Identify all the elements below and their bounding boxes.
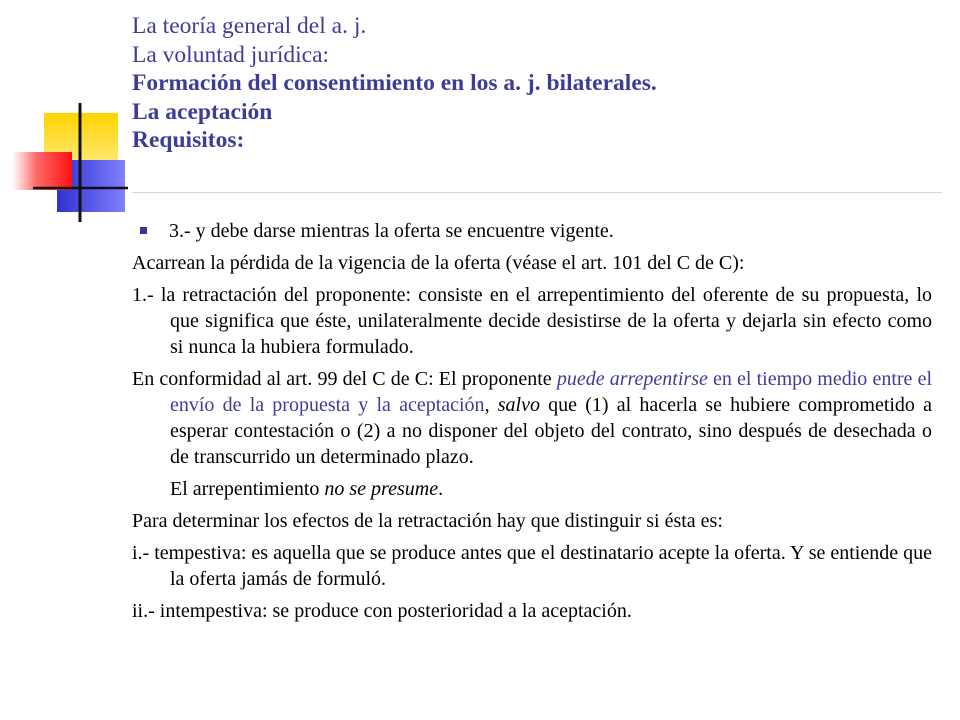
no-presume-text-b: no se presume — [324, 478, 439, 500]
slide-body — [132, 218, 932, 630]
slide-title — [132, 12, 932, 155]
no-presume-text-a: El arrepentimiento — [170, 478, 325, 500]
title-divider — [132, 192, 942, 193]
decorative-squares — [0, 0, 140, 230]
paragraph-tempestiva: i.- tempestiva: es aquella que se produce antes que el destinatario acepte la oferta. Y se entiende que la oferta jamás de formuló. — [132, 542, 932, 590]
paragraph-no-presume — [132, 476, 932, 502]
art-99-text-e: salvo — [497, 394, 540, 416]
art-99-text-b: puede arrepentirse — [556, 368, 708, 390]
red-square — [12, 152, 72, 190]
paragraph-vigencia: Acarrean la pérdida de la vigencia de la oferta (véase el art. 101 del C de C): — [132, 252, 745, 274]
art-99-text-d: , — [484, 394, 498, 416]
paragraph-art-99 — [132, 366, 932, 470]
bullet-text: 3.- y debe darse mientras la oferta se encuentre vigente. — [169, 220, 614, 242]
art-99-text-a: En conformidad al art. 99 del C de C: El proponente — [132, 368, 557, 390]
title-line-4: La aceptación — [132, 98, 273, 125]
art-99-text-f: que (1) al hacerla se hubiere comprometido a esperar contestación o (2) a no disponer del objeto del contrato, sino después de desechada o de transcurrido un determinado plazo. — [170, 394, 932, 468]
title-line-1: La teoría general del a. j. — [132, 13, 367, 39]
art-99-text-c: en el tiempo medio entre el envío de la propuesta y la aceptación — [170, 368, 932, 416]
paragraph-intempestiva: ii.- intempestiva: se produce con posterioridad a la aceptación. — [132, 600, 632, 622]
bullet-square-icon — [140, 227, 147, 234]
title-line-3: Formación del consentimiento en los a. j. bilaterales. — [132, 70, 657, 96]
title-line-5: Requisitos: — [132, 127, 245, 153]
bullet-item — [132, 218, 932, 244]
paragraph-retractacion: 1.- la retractación del proponente: consiste en el arrepentimiento del oferente de su propuesta, lo que significa que éste, unilateralmente decide desistirse de la oferta y dejarla sin efecto como si nunca la hubiera formulado. — [132, 284, 932, 358]
title-line-2: La voluntad jurídica: — [132, 41, 330, 68]
paragraph-efectos: Para determinar los efectos de la retractación hay que distinguir si ésta es: — [132, 510, 723, 532]
no-presume-text-c: . — [438, 478, 444, 500]
